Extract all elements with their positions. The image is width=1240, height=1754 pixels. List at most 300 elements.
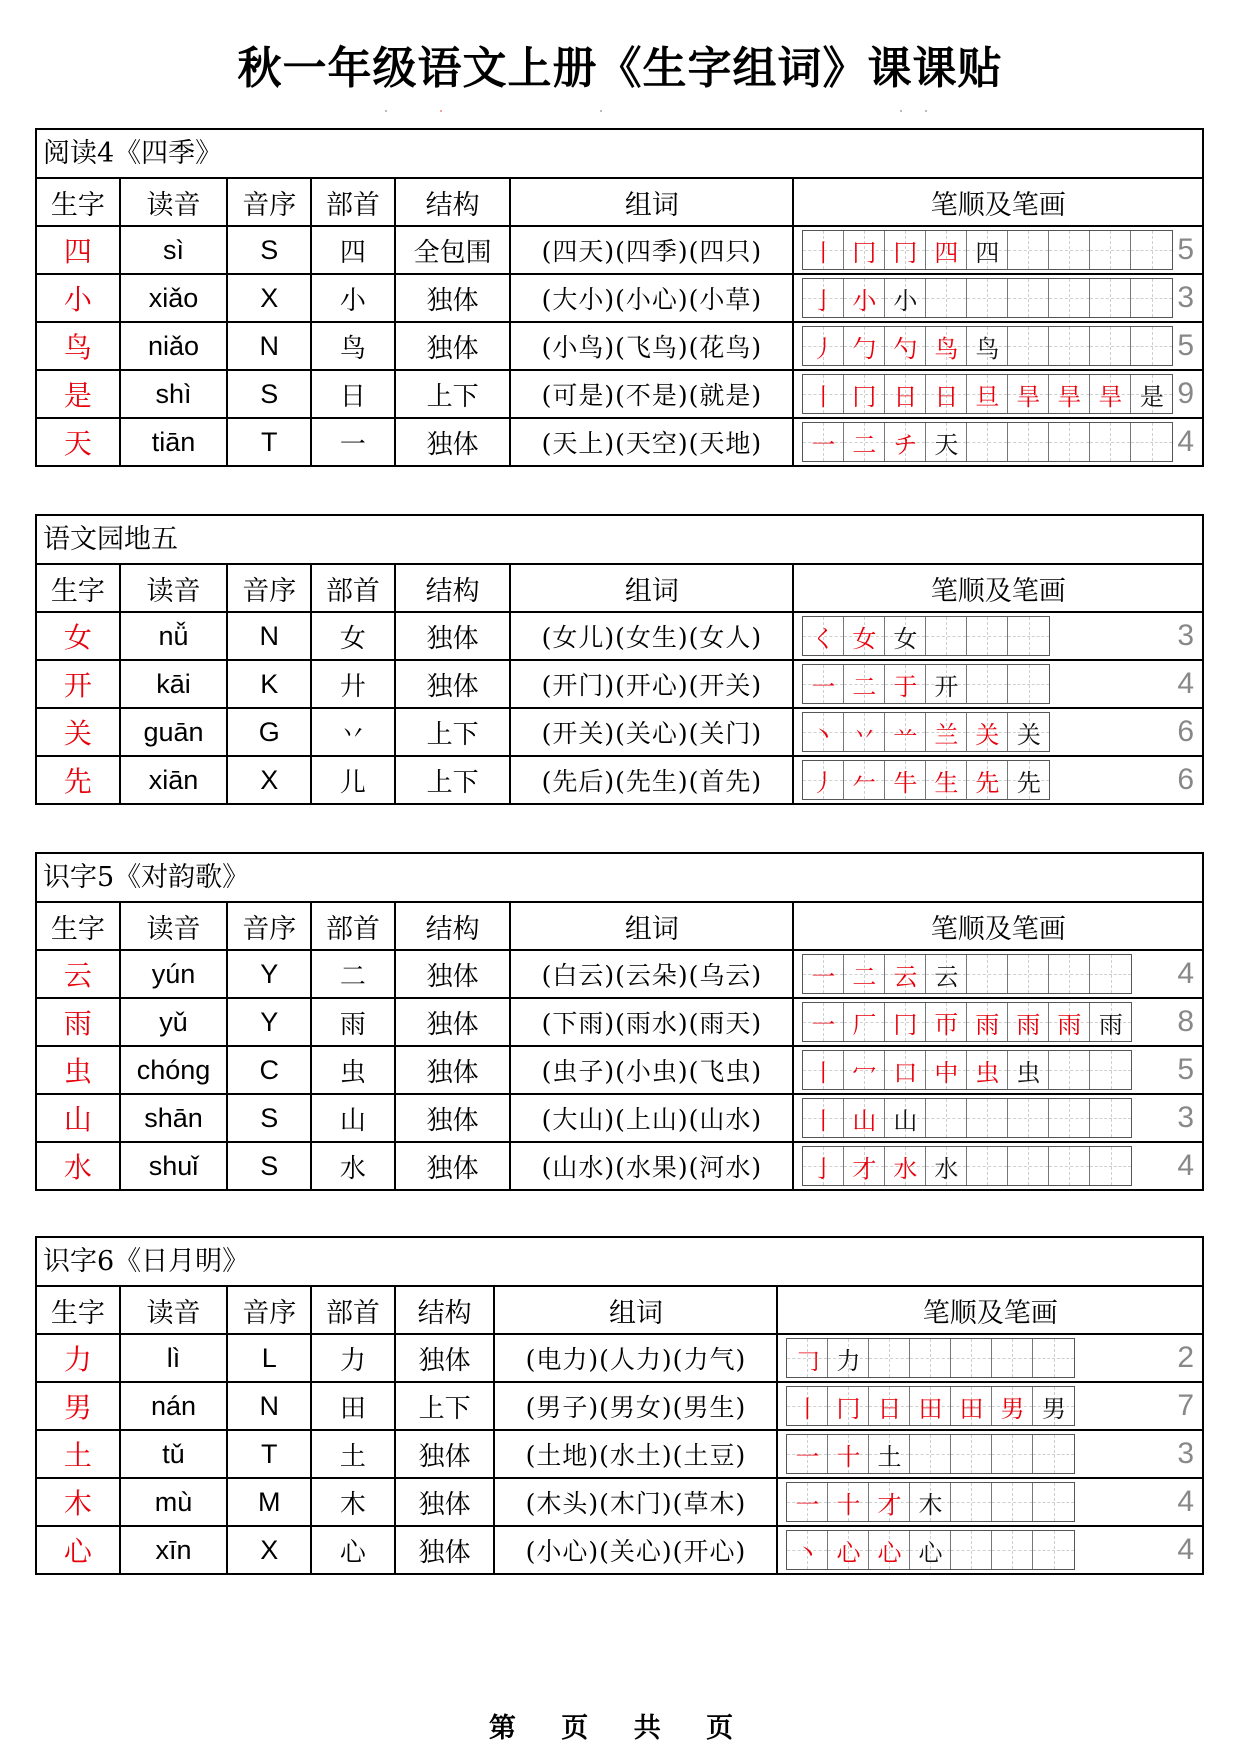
char-cell: 小: [37, 275, 121, 321]
stroke-box: [926, 375, 967, 413]
pinyin-cell: kāi: [121, 661, 229, 707]
stroke-glyph: 土: [877, 1442, 902, 1471]
lesson-table-ri-yue-ming: [35, 1236, 1204, 1575]
stroke-order-cell: [778, 1431, 1202, 1477]
stroke-glyph: チ: [893, 430, 918, 459]
pinyin-cell: lì: [121, 1335, 229, 1381]
stroke-glyph: 亅: [811, 1154, 836, 1183]
words-cell: (大山)(上山)(山水): [511, 1095, 794, 1141]
stroke-box: [910, 1339, 951, 1377]
stroke-box: [869, 1531, 910, 1569]
stroke-order-cell: [794, 371, 1202, 417]
stroke-box: [1090, 1051, 1131, 1089]
stroke-box: [967, 231, 1008, 269]
char-cell: 虫: [37, 1047, 121, 1093]
stroke-grid: [802, 760, 1050, 800]
stroke-box: [1008, 231, 1049, 269]
decorative-dot: [600, 110, 602, 112]
pinyin-cell: chóng: [121, 1047, 229, 1093]
stroke-box: [787, 1531, 828, 1569]
stroke-grid: [802, 278, 1173, 318]
column-header: 读音: [121, 179, 229, 225]
stroke-box: [926, 1099, 967, 1137]
table-row: [37, 951, 1202, 999]
table-row: [37, 709, 1202, 757]
stroke-glyph: 虫: [1016, 1058, 1041, 1087]
pinyin-cell: shì: [121, 371, 229, 417]
initial-cell: N: [228, 1383, 312, 1429]
words-cell: (下雨)(雨水)(雨天): [511, 999, 794, 1045]
pinyin-cell: niǎo: [121, 323, 229, 369]
stroke-glyph: 冂: [893, 1010, 918, 1039]
column-header-row: [37, 179, 1202, 227]
stroke-order-cell: [794, 1143, 1202, 1189]
stroke-glyph: 雨: [1016, 1010, 1041, 1039]
stroke-box: [1090, 279, 1131, 317]
stroke-glyph: 天: [934, 430, 959, 459]
words-cell: (白云)(云朵)(乌云): [511, 951, 794, 997]
stroke-glyph: 云: [934, 962, 959, 991]
initial-cell: S: [228, 1143, 312, 1189]
structure-cell: 独体: [396, 1047, 512, 1093]
stroke-grid: [786, 1530, 1075, 1570]
words-cell: (开门)(开心)(开关): [511, 661, 794, 707]
stroke-box: [844, 375, 885, 413]
stroke-glyph: 生: [934, 768, 959, 797]
pinyin-cell: nǚ: [121, 613, 229, 659]
initial-cell: C: [228, 1047, 312, 1093]
words-cell: (先后)(先生)(首先): [511, 757, 794, 803]
table-row: [37, 275, 1202, 323]
stroke-glyph: 男: [1000, 1394, 1025, 1423]
stroke-glyph: 女: [852, 624, 877, 653]
stroke-glyph: 鸟: [934, 334, 959, 363]
stroke-box: [1008, 955, 1049, 993]
column-header: 组词: [511, 179, 794, 225]
structure-cell: 全包围: [396, 227, 512, 273]
stroke-grid: [802, 1146, 1132, 1186]
stroke-glyph: 日: [877, 1394, 902, 1423]
stroke-box: [828, 1339, 869, 1377]
radical-cell: 廾: [312, 661, 396, 707]
initial-cell: X: [228, 1527, 312, 1573]
stroke-box: [1049, 231, 1090, 269]
radical-cell: 四: [312, 227, 396, 273]
column-header: 读音: [121, 1287, 229, 1333]
stroke-grid: [802, 664, 1050, 704]
stroke-box: [1049, 1099, 1090, 1137]
stroke-box: [803, 617, 844, 655]
stroke-box: [1090, 1003, 1131, 1041]
stroke-glyph: 山: [893, 1106, 918, 1135]
stroke-count: 3: [1177, 619, 1195, 652]
table-row: [37, 757, 1202, 803]
stroke-box: [926, 665, 967, 703]
pinyin-cell: tǔ: [121, 1431, 229, 1477]
initial-cell: N: [228, 613, 312, 659]
stroke-count: 2: [1177, 1341, 1194, 1374]
pinyin-cell: shān: [121, 1095, 229, 1141]
stroke-count: 5: [1177, 1053, 1195, 1086]
stroke-count: 6: [1177, 715, 1195, 748]
decorative-dot: [385, 110, 387, 112]
stroke-glyph: 旱: [1016, 382, 1041, 411]
structure-cell: 独体: [396, 1335, 496, 1381]
stroke-box: [926, 279, 967, 317]
column-header: 音序: [228, 1287, 312, 1333]
initial-cell: Y: [228, 999, 312, 1045]
stroke-box: [1090, 1147, 1131, 1185]
stroke-glyph: 才: [877, 1490, 902, 1519]
stroke-box: [803, 955, 844, 993]
initial-cell: T: [228, 419, 312, 465]
stroke-box: [885, 423, 926, 461]
stroke-box: [926, 617, 967, 655]
table-row: [37, 1383, 1202, 1431]
stroke-box: [926, 423, 967, 461]
stroke-glyph: 心: [877, 1538, 902, 1567]
stroke-box: [1033, 1435, 1074, 1473]
stroke-grid: [802, 616, 1050, 656]
stroke-box: [1090, 375, 1131, 413]
char-cell: 四: [37, 227, 121, 273]
stroke-box: [885, 327, 926, 365]
column-header: 笔顺及笔画: [930, 575, 1066, 607]
char-cell: 山: [37, 1095, 121, 1141]
pinyin-cell: tiān: [121, 419, 229, 465]
stroke-box: [951, 1387, 992, 1425]
table-row: [37, 323, 1202, 371]
stroke-grid: [802, 1050, 1132, 1090]
stroke-glyph: 女: [893, 624, 918, 653]
column-header: 生字: [37, 179, 121, 225]
stroke-box: [1008, 375, 1049, 413]
stroke-box: [992, 1339, 1033, 1377]
stroke-box: [967, 327, 1008, 365]
radical-cell: 心: [312, 1527, 396, 1573]
stroke-grid: [802, 230, 1173, 270]
stroke-glyph: 丨: [811, 1106, 836, 1135]
words-cell: (小鸟)(飞鸟)(花鸟): [511, 323, 794, 369]
stroke-box: [992, 1531, 1033, 1569]
stroke-box: [967, 1051, 1008, 1089]
stroke-box: [828, 1531, 869, 1569]
table-row: [37, 1479, 1202, 1527]
structure-cell: 独体: [396, 1479, 496, 1525]
stroke-grid: [802, 422, 1173, 462]
stroke-box: [828, 1435, 869, 1473]
stroke-order-cell: [794, 323, 1202, 369]
stroke-glyph: く: [811, 624, 836, 653]
char-cell: 先: [37, 757, 121, 803]
stroke-order-cell: [794, 661, 1202, 707]
stroke-box: [1090, 955, 1131, 993]
stroke-glyph: 山: [852, 1106, 877, 1135]
char-cell: 是: [37, 371, 121, 417]
stroke-glyph: 䒑: [893, 720, 918, 749]
stroke-box: [1008, 1099, 1049, 1137]
column-header: 笔顺及笔画: [930, 913, 1066, 945]
stroke-box: [1049, 423, 1090, 461]
column-header: 部首: [312, 565, 396, 611]
stroke-count: 4: [1177, 1149, 1195, 1182]
stroke-box: [967, 761, 1008, 799]
initial-cell: S: [228, 227, 312, 273]
words-cell: (男子)(男女)(男生): [495, 1383, 778, 1429]
stroke-box: [1049, 1051, 1090, 1089]
radical-cell: 水: [312, 1143, 396, 1189]
stroke-glyph: 木: [918, 1490, 943, 1519]
section-heading: 识字6《日月明》: [37, 1238, 1202, 1287]
stroke-box: [1033, 1387, 1074, 1425]
stroke-grid: [802, 954, 1132, 994]
stroke-glyph: 开: [934, 672, 959, 701]
table-row: [37, 371, 1202, 419]
pinyin-cell: xiān: [121, 757, 229, 803]
stroke-order-cell: [778, 1527, 1202, 1573]
stroke-glyph: 冂: [852, 238, 877, 267]
stroke-box: [787, 1483, 828, 1521]
stroke-glyph: 丨: [811, 382, 836, 411]
initial-cell: X: [228, 757, 312, 803]
column-header: 生字: [37, 903, 121, 949]
pinyin-cell: sì: [121, 227, 229, 273]
stroke-box: [1033, 1339, 1074, 1377]
stroke-box: [1131, 327, 1172, 365]
stroke-order-cell: [794, 757, 1202, 803]
stroke-box: [885, 955, 926, 993]
stroke-box: [1131, 423, 1172, 461]
stroke-glyph: 四: [934, 238, 959, 267]
column-header: 音序: [228, 565, 312, 611]
stroke-box: [1008, 423, 1049, 461]
table-row: [37, 1047, 1202, 1095]
stroke-count: 9: [1177, 377, 1195, 410]
structure-cell: 上下: [396, 371, 512, 417]
stroke-box: [844, 1099, 885, 1137]
stroke-count: 4: [1177, 1533, 1194, 1566]
section-heading: 语文园地五: [37, 516, 1202, 565]
stroke-grid: [786, 1386, 1075, 1426]
char-cell: 天: [37, 419, 121, 465]
table-row: [37, 1143, 1202, 1189]
stroke-box: [844, 1051, 885, 1089]
stroke-count: 4: [1177, 1485, 1194, 1518]
stroke-box: [967, 375, 1008, 413]
stroke-order-cell: [778, 1335, 1202, 1381]
column-header-row: [37, 903, 1202, 951]
words-cell: (可是)(不是)(就是): [511, 371, 794, 417]
column-header: 结构: [396, 1287, 496, 1333]
stroke-glyph: 丶: [811, 720, 836, 749]
radical-cell: 女: [312, 613, 396, 659]
pinyin-cell: nán: [121, 1383, 229, 1429]
stroke-box: [1008, 713, 1049, 751]
stroke-box: [1008, 1051, 1049, 1089]
decorative-dot: [440, 110, 442, 112]
stroke-box: [787, 1339, 828, 1377]
radical-cell: 小: [312, 275, 396, 321]
stroke-box: [1131, 279, 1172, 317]
structure-cell: 上下: [396, 1383, 496, 1429]
stroke-box: [885, 1003, 926, 1041]
stroke-box: [828, 1483, 869, 1521]
stroke-glyph: 于: [893, 672, 918, 701]
stroke-box: [967, 617, 1008, 655]
stroke-box: [967, 1003, 1008, 1041]
initial-cell: Y: [228, 951, 312, 997]
stroke-box: [1049, 1147, 1090, 1185]
stroke-grid: [802, 1002, 1132, 1042]
stroke-box: [885, 375, 926, 413]
stroke-box: [951, 1339, 992, 1377]
stroke-box: [910, 1531, 951, 1569]
radical-cell: 力: [312, 1335, 396, 1381]
stroke-count: 6: [1177, 763, 1195, 796]
stroke-count: 4: [1177, 957, 1195, 990]
stroke-box: [885, 1099, 926, 1137]
stroke-box: [926, 713, 967, 751]
structure-cell: 独体: [396, 951, 512, 997]
stroke-count: 5: [1177, 329, 1195, 362]
stroke-box: [910, 1435, 951, 1473]
stroke-box: [803, 761, 844, 799]
char-cell: 力: [37, 1335, 121, 1381]
column-header: 读音: [121, 565, 229, 611]
stroke-glyph: 云: [893, 962, 918, 991]
stroke-box: [844, 423, 885, 461]
stroke-box: [1008, 617, 1049, 655]
stroke-box: [844, 1003, 885, 1041]
stroke-box: [1049, 955, 1090, 993]
stroke-box: [844, 231, 885, 269]
pinyin-cell: yǔ: [121, 999, 229, 1045]
words-cell: (虫子)(小虫)(飞虫): [511, 1047, 794, 1093]
radical-cell: 丷: [312, 709, 396, 755]
char-cell: 木: [37, 1479, 121, 1525]
words-cell: (女儿)(女生)(女人): [511, 613, 794, 659]
stroke-box: [926, 327, 967, 365]
stroke-glyph: 冖: [852, 1058, 877, 1087]
stroke-order-cell: [794, 1095, 1202, 1141]
column-header: 组词: [511, 903, 794, 949]
pinyin-cell: xiǎo: [121, 275, 229, 321]
stroke-box: [844, 327, 885, 365]
stroke-glyph: 关: [975, 720, 1000, 749]
stroke-glyph: 勹: [852, 334, 877, 363]
stroke-count: 3: [1177, 1101, 1195, 1134]
stroke-glyph: 旦: [975, 382, 1000, 411]
structure-cell: 独体: [396, 1527, 496, 1573]
char-cell: 心: [37, 1527, 121, 1573]
stroke-box: [803, 231, 844, 269]
stroke-box: [951, 1531, 992, 1569]
stroke-box: [844, 713, 885, 751]
table-row: [37, 1095, 1202, 1143]
stroke-box: [803, 1003, 844, 1041]
stroke-box: [803, 327, 844, 365]
stroke-count: 3: [1177, 1437, 1194, 1470]
stroke-order-cell: [778, 1383, 1202, 1429]
radical-cell: 二: [312, 951, 396, 997]
radical-cell: 木: [312, 1479, 396, 1525]
stroke-box: [926, 231, 967, 269]
structure-cell: 独体: [396, 613, 512, 659]
structure-cell: 独体: [396, 275, 512, 321]
stroke-glyph: 田: [959, 1394, 984, 1423]
stroke-box: [1131, 375, 1172, 413]
stroke-glyph: 丿: [811, 334, 836, 363]
radical-cell: 儿: [312, 757, 396, 803]
radical-cell: 日: [312, 371, 396, 417]
stroke-box: [869, 1387, 910, 1425]
section-heading: 阅读4《四季》: [37, 130, 1202, 179]
char-cell: 女: [37, 613, 121, 659]
stroke-glyph: 小: [893, 286, 918, 315]
column-header: 音序: [228, 179, 312, 225]
stroke-glyph: 先: [1016, 768, 1041, 797]
radical-cell: 土: [312, 1431, 396, 1477]
stroke-glyph: 四: [975, 238, 1000, 267]
stroke-box: [885, 713, 926, 751]
decorative-dot: [925, 110, 927, 112]
column-header: 结构: [396, 179, 512, 225]
stroke-glyph: 中: [934, 1058, 959, 1087]
stroke-box: [1008, 665, 1049, 703]
lesson-table-si-ji: [35, 128, 1204, 467]
stroke-box: [869, 1339, 910, 1377]
stroke-order-cell: [794, 999, 1202, 1045]
section-heading: 识字5《对韵歌》: [37, 854, 1202, 903]
stroke-count: 3: [1177, 281, 1195, 314]
stroke-glyph: 冂: [836, 1394, 861, 1423]
words-cell: (小心)(关心)(开心): [495, 1527, 778, 1573]
page-title: 秋一年级语文上册《生字组词》课课贴: [237, 43, 1003, 94]
structure-cell: 独体: [396, 323, 512, 369]
stroke-box: [803, 375, 844, 413]
stroke-box: [869, 1435, 910, 1473]
table-row: [37, 613, 1202, 661]
stroke-count: 4: [1177, 425, 1195, 458]
char-cell: 关: [37, 709, 121, 755]
structure-cell: 上下: [396, 709, 512, 755]
lesson-table-dui-yun-ge: [35, 852, 1204, 1191]
stroke-grid: [802, 1098, 1132, 1138]
stroke-glyph: 雨: [975, 1010, 1000, 1039]
stroke-glyph: 雨: [1098, 1010, 1123, 1039]
char-cell: 开: [37, 661, 121, 707]
structure-cell: 上下: [396, 757, 512, 803]
stroke-grid: [786, 1434, 1075, 1474]
stroke-glyph: 日: [893, 382, 918, 411]
column-header: 组词: [495, 1287, 778, 1333]
stroke-box: [1008, 1003, 1049, 1041]
initial-cell: S: [228, 1095, 312, 1141]
structure-cell: 独体: [396, 419, 512, 465]
stroke-glyph: 雨: [1057, 1010, 1082, 1039]
stroke-box: [803, 1147, 844, 1185]
decorative-dot: [900, 110, 902, 112]
stroke-box: [803, 423, 844, 461]
stroke-glyph: 𠂉: [852, 768, 877, 797]
column-header-row: [37, 1287, 1202, 1335]
stroke-glyph: 水: [934, 1154, 959, 1183]
stroke-glyph: 十: [836, 1490, 861, 1519]
stroke-box: [967, 423, 1008, 461]
stroke-box: [844, 279, 885, 317]
stroke-box: [885, 279, 926, 317]
radical-cell: 鸟: [312, 323, 396, 369]
